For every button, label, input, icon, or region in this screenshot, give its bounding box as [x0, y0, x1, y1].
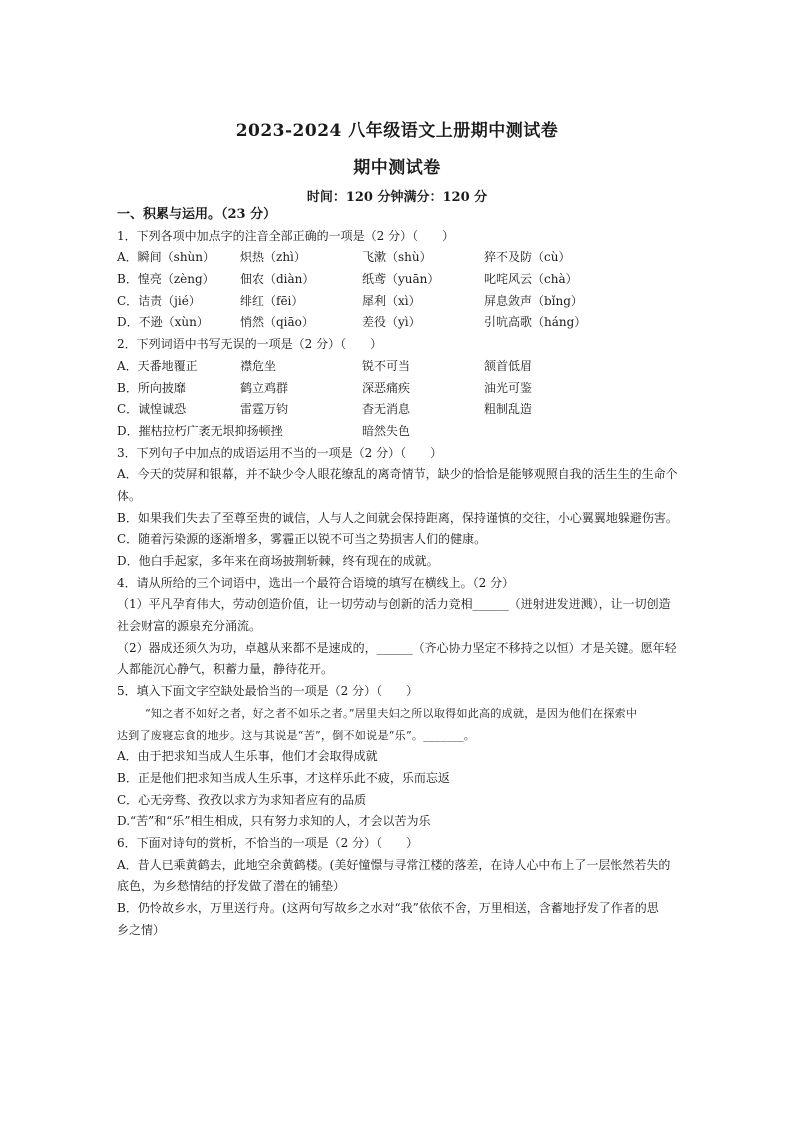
option-cell: 油光可鉴 [484, 380, 533, 395]
exam-content [117, 204, 685, 941]
question-1-stem: 1．下列各项中加点字的注音全部正确的一项是（2 分）（ ） [117, 228, 455, 243]
option-cell: C．诘责（jié） [117, 293, 201, 308]
question-6-line: A．昔人已乘黄鹤去，此地空余黄鹤楼。(美好憧憬与寻常江楼的落差，在诗人心中布上了一层怅然若失的 [117, 857, 671, 872]
option-cell: 叱咤风云（chà） [484, 272, 578, 287]
option-cell: 悄然（qiāo） [240, 315, 314, 330]
option-cell: 炽热（zhì） [240, 250, 306, 265]
option-cell: D．摧枯拉朽广袤无垠抑扬顿挫 [117, 423, 283, 438]
option-cell: 襟危坐 [240, 358, 277, 373]
option-cell: D．不逊（xùn） [117, 315, 209, 330]
option-cell: A．天番地覆正 [117, 358, 198, 373]
question-5-stem: 5．填入下面文字空缺处最恰当的一项是（2 分）（ ） [117, 684, 419, 699]
exam-title: 2023-2024 八年级语文上册期中测试卷 [235, 121, 559, 141]
question-2-option-c [117, 399, 685, 421]
option-cell: 差役（yì） [362, 315, 421, 330]
question-3-line: C．随着污染源的逐渐增多，雾霾正以锐不可当之势损害人们的健康。 [117, 532, 487, 547]
question-5-quote: 达到了废寝忘食的地步。这与其说是“苦”，倒不如说是“乐”。_______。 [117, 728, 476, 742]
question-2-option-a [117, 356, 685, 378]
question-1-option-d [117, 312, 685, 334]
option-cell: 杳无消息 [362, 402, 411, 417]
option-cell: B．惶亮（zèng） [117, 272, 215, 287]
question-3-line: A．今天的荧屏和银幕，并不缺少令人眼花缭乱的离奇情节，缺少的恰恰是能够观照自我的活生生的生命个 [117, 467, 678, 482]
option-cell: 深恶痛疾 [362, 380, 411, 395]
option-cell: 绯红（fēi） [240, 293, 304, 308]
question-2-stem: 2．下列词语中书写无误的一项是（2 分）（ ） [117, 337, 383, 352]
question-4-stem: 4．请从所给的三个词语中，选出一个最符合语境的填写在横线上。（2 分） [117, 575, 515, 590]
question-5-option: A．由于把求知当成人生乐事，他们才会取得成就 [117, 749, 378, 764]
option-cell: 暗然失色 [362, 423, 411, 438]
option-cell: 佃农（diàn） [240, 272, 315, 287]
option-cell: 雷霆万钧 [240, 402, 289, 417]
option-cell: 猝不及防（cù） [484, 250, 571, 265]
option-cell: 纸鸢（yuān） [362, 272, 440, 287]
question-1-option-a [117, 247, 685, 269]
option-cell: 屏息敛声（bǐng） [484, 293, 583, 308]
option-cell: 锐不可当 [362, 358, 411, 373]
question-1-option-b [117, 269, 685, 291]
question-5-option: C．心无旁骛、孜孜以求方为求知者应有的品质 [117, 792, 367, 807]
exam-subtitle: 期中测试卷 [353, 158, 441, 178]
exam-meta: 时间：120 分钟满分：120 分 [306, 190, 488, 205]
question-3-line: 体。 [117, 488, 142, 503]
question-4-line: 社会财富的源泉充分涌流。 [117, 619, 262, 634]
option-cell: 飞漱（shù） [362, 250, 432, 265]
question-5-option: B．正是他们把求知当成人生乐事，才这样乐此不疲，乐而忘返 [117, 770, 450, 785]
question-4-line: （2）器成还须久为功，卓越从来都不是速成的，______（齐心协力坚定不移持之以恒）才是关键。愿年轻 [117, 640, 677, 655]
question-6-line: 底色，为乡愁情结的抒发做了潜在的铺垫） [117, 879, 346, 894]
option-cell: 颔首低眉 [484, 358, 533, 373]
question-4-line: 人都能沉心静气，积蓄力量，静待花开。 [117, 662, 334, 677]
section-heading: 一、积累与运用。（23 分） [117, 207, 277, 222]
question-6-stem: 6．下面对诗句的赏析，不恰当的一项是（2 分）（ ） [117, 835, 419, 850]
option-cell: 引吭高歌（háng） [484, 315, 587, 330]
question-3-line: B．如果我们失去了至尊至贵的诚信，人与人之间就会保持距离，保持谨慎的交往，小心翼翼地躲避伤害。 [117, 510, 678, 525]
question-6-line: 乡之情） [117, 922, 166, 937]
question-5-option: D.“苦”和“乐”相生相成，只有努力求知的人，才会以苦为乐 [117, 814, 431, 829]
question-5-quote: “知之者不如好之者，好之者不如乐之者。”居里夫妇之所以取得如此高的成就，是因为他们在探索中 [145, 706, 638, 720]
question-3-line: D．他白手起家，多年来在商场披荆斩棘，终有现在的成就。 [117, 554, 439, 568]
question-4-line: （1）平凡孕育伟大，劳动创造价值，让一切劳动与创新的活力竞相______（迸射进发迸溅），让一切创造 [117, 597, 671, 612]
question-6-line: B．仍怜故乡水，万里送行舟。(这两句写故乡之水对“我”依依不舍，万里相送，含蓄地抒发了作者的思 [117, 901, 659, 915]
option-cell: 粗制乱造 [484, 402, 533, 417]
option-cell: A．瞬间（shùn） [117, 250, 216, 265]
option-cell: C．诚惶诚恐 [117, 402, 187, 417]
option-cell: 鹤立鸡群 [240, 380, 289, 395]
option-cell: B．所向披靡 [117, 380, 186, 395]
question-3-stem: 3．下列句子中加点的成语运用不当的一项是（2 分）（ ） [117, 445, 443, 460]
option-cell [484, 421, 685, 443]
question-2-option-d [117, 421, 685, 443]
option-cell: 犀利（xì） [362, 293, 421, 308]
question-2-option-b [117, 378, 685, 400]
question-1-option-c [117, 291, 685, 313]
